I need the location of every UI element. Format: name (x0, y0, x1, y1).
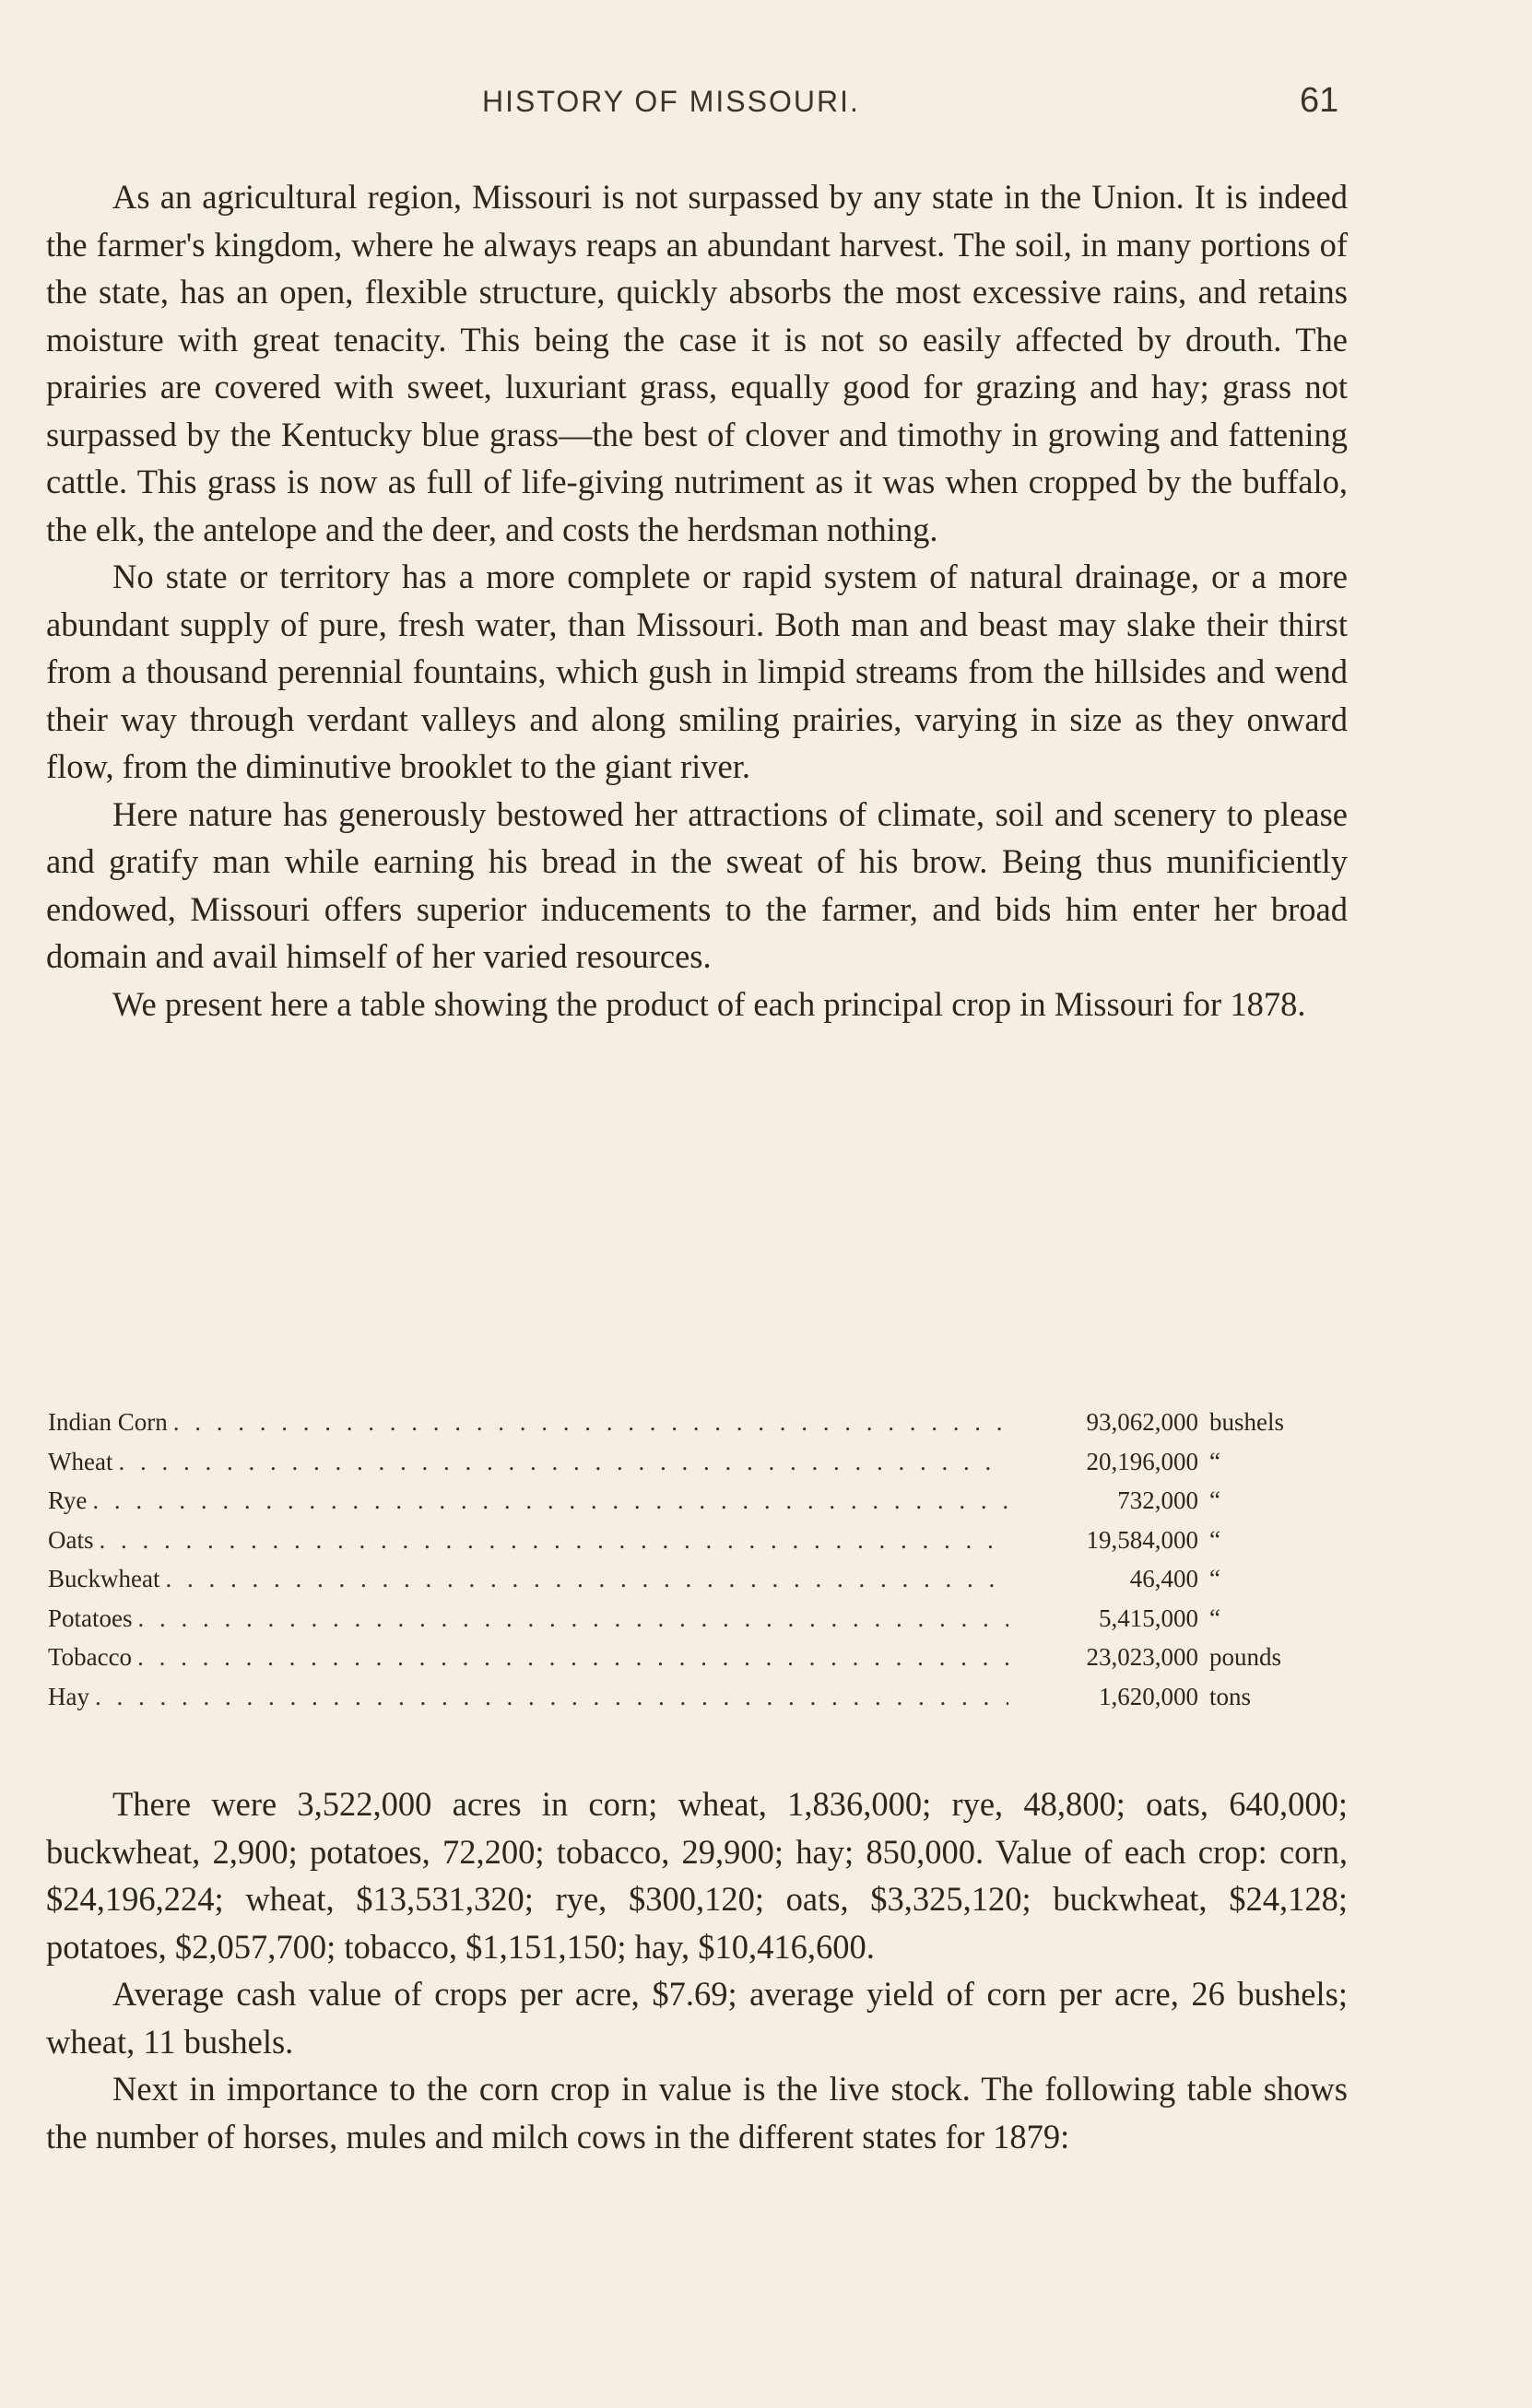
dot-leader (100, 1526, 1009, 1555)
paragraph-agricultural-region: As an agricultural region, Missouri is not surpassed by any state in the Union. It is indeed the farmer's kingdom, where he always reaps an abundant harvest. The soil, in many portions of the state, has an open, flexible structure, quickly absorbs the most excessive rains, and retains moisture with great tenacity. This being the case it is not so easily affected by drouth. The prairies are covered with sweet, luxuriant grass, equally good for grazing and hay; grass not surpassed by the Kentucky blue grass—the best of clover and timothy in growing and fattening cattle. This grass is now as full of life-giving nutriment as it was when cropped by the buffalo, the elk, the antelope and the deer, and costs the herdsman nothing. (46, 178, 1348, 548)
dot-leader (118, 1448, 1008, 1476)
crop-amount: 5,415,000 (1099, 1603, 1198, 1632)
crop-amount: 23,023,000 (1086, 1643, 1198, 1671)
crop-unit: tons (1209, 1682, 1252, 1710)
crop-production-table (48, 1408, 1357, 1721)
paragraph-nature: Here nature has generously bestowed her attractions of climate, soil and scenery to please and gratify man while earning his bread in the sweat of his brow. Being thus munificiently endowed, Missouri offers superior inducements to the farmer, and bids him enter her broad domain and avail himself of her varied resources. (46, 794, 1348, 975)
paragraph-average-value: Average cash value of crops per acre, $7.69; average yield of corn per acre, 26 bushels; wheat, 11 bushels. (46, 1975, 1348, 2061)
table-row (48, 1448, 1357, 1487)
crop-amount: 20,196,000 (1086, 1447, 1198, 1475)
page-number: 61 (1300, 81, 1339, 120)
paragraph-acreage-values: There were 3,522,000 acres in corn; wheat, 1,836,000; rye, 48,800; oats, 640,000; buckwheat, 2,900; potatoes, 72,200; tobacco, 29,900; hay; 850,000. Value of each crop: corn, $24,196,224; wheat, $13,531,320; rye, $300,120; oats, $3,325,120; buckwheat, $24,128; potatoes, $2,057,700; tobacco, $1,151,150; hay, $10,416,600. (46, 1785, 1348, 1966)
running-head-title: HISTORY OF MISSOURI. (482, 85, 860, 118)
crop-unit: bushels (1209, 1408, 1284, 1436)
paragraph-live-stock: Next in importance to the corn crop in value is the live stock. The following table shows the number of horses, mules and milch cows in the different states for 1879: (46, 2070, 1348, 2155)
crop-unit: “ (1209, 1447, 1220, 1475)
crop-name: Potatoes (48, 1603, 133, 1632)
crop-unit: “ (1209, 1525, 1220, 1554)
crop-unit: “ (1209, 1486, 1220, 1514)
crop-unit: “ (1209, 1565, 1220, 1592)
body-text-lower (46, 1780, 1348, 2160)
table-row (48, 1643, 1357, 1683)
dot-leader (173, 1408, 1008, 1437)
running-head (46, 81, 1348, 131)
table-row (48, 1526, 1357, 1566)
paragraph-table-intro: We present here a table showing the product of each principal crop in Missouri for 1878. (112, 984, 1306, 1023)
crop-name: Rye (48, 1486, 88, 1514)
crop-amount: 19,584,000 (1086, 1525, 1198, 1554)
table-row (48, 1683, 1357, 1722)
paragraph-drainage: No state or territory has a more complete or rapid system of natural drainage, or a more abundant supply of pure, fresh water, than Missouri. Both man and beast may slake their thirst from a thousand perennial fountains, which gush in limpid streams from the hillsides and wend their way through verdant valleys and along smiling prairies, varying in size as they onward flow, from the diminutive brooklet to the giant river. (46, 558, 1348, 785)
crop-amount: 93,062,000 (1086, 1408, 1198, 1436)
dot-leader (165, 1565, 1008, 1593)
dot-leader (137, 1643, 1008, 1672)
crop-name: Indian Corn (48, 1408, 168, 1436)
crop-name: Buckwheat (48, 1565, 160, 1592)
table-row (48, 1408, 1357, 1448)
crop-name: Wheat (48, 1447, 113, 1475)
crop-amount: 732,000 (1117, 1486, 1198, 1514)
table-row (48, 1486, 1357, 1526)
table-row (48, 1604, 1357, 1644)
crop-amount: 1,620,000 (1099, 1682, 1198, 1710)
crop-name: Hay (48, 1682, 89, 1710)
dot-leader (138, 1604, 1009, 1633)
dot-leader (92, 1486, 1008, 1515)
body-text-upper (46, 173, 1348, 1028)
crop-unit: “ (1209, 1603, 1220, 1632)
dot-leader (95, 1683, 1008, 1711)
crop-amount: 46,400 (1129, 1565, 1198, 1592)
crop-unit: pounds (1209, 1643, 1282, 1671)
table-row (48, 1565, 1357, 1604)
crop-name: Tobacco (48, 1643, 133, 1671)
crop-name: Oats (48, 1525, 94, 1554)
